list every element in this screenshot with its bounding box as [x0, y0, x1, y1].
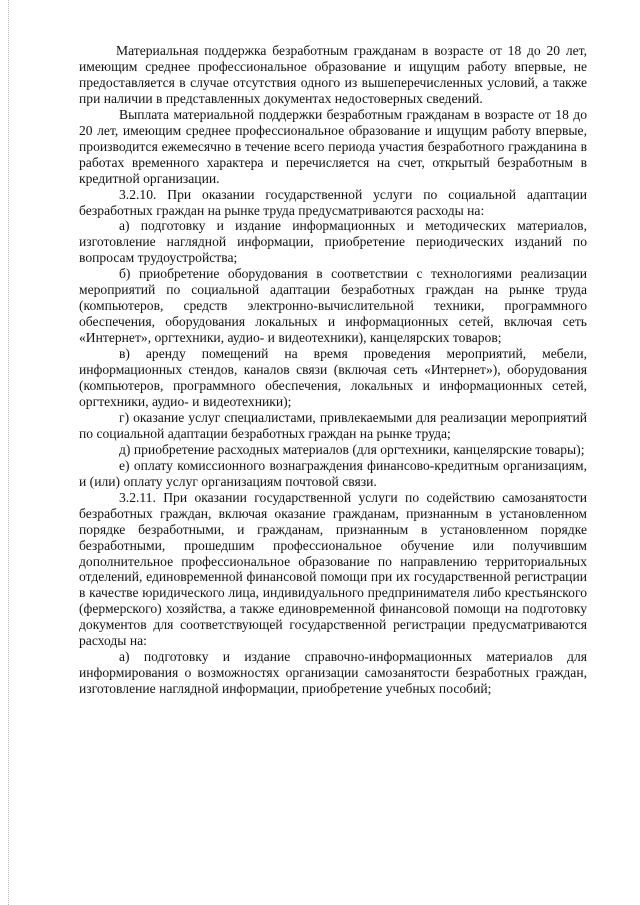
- document-body: [79, 43, 587, 697]
- paragraph-3-2-11: 3.2.11. При оказании государственной услуги по содействию самозанятости безработных граждан, включая оказание гражданам, признанным в установленном порядке безработными, и гражданам, признанным в установленном порядке безработными, прошедшим профессиональное обучение или получившим дополнительное профессиональное образование по направлению территориальных отделений, единовременной финансовой помощи при их государственной регистрации в качестве юридического лица, индивидуального предпринимателя либо крестьянского (фермерского) хозяйства, а также единовременной финансовой помощи на подготовку документов для соответствующей государственной регистрации предусматриваются расходы на:: [79, 489, 587, 649]
- paragraph-3-2-10: 3.2.10. При оказании государственной услуги по социальной адаптации безработных граждан на рынке труда предусматриваются расходы на:: [79, 186, 587, 218]
- paragraph-3-2-10-a: а) подготовку и издание информационных и методических материалов, изготовление наглядной информации, приобретение периодических изданий по вопросам трудоустройства;: [79, 218, 587, 266]
- paragraph-3-2-10-g: г) оказание услуг специалистами, привлекаемыми для реализации мероприятий по социальной адаптации безработных граждан на рынке труда;: [79, 409, 587, 441]
- paragraph-3-2-11-a: а) подготовку и издание справочно-информационных материалов для информирования о возможностях организации самозанятости безработных граждан, изготовление наглядной информации, приобретение учебных пособий;: [79, 649, 587, 697]
- paragraph-3-2-10-b: б) приобретение оборудования в соответствии с технологиями реализации мероприятий по социальной адаптации безработных граждан на рынке труда (компьютеров, средств электронно-вычислительной техники, программного обеспечения, оборудования локальных и информационных сетей, включая сеть «Интернет», оргтехники, аудио- и видеотехники), канцелярских товаров;: [79, 266, 587, 346]
- paragraph-support-not-provided: Материальная поддержка безработным гражданам в возрасте от 18 до 20 лет, имеющим среднее профессиональное образование и ищущим работу впервые, не предоставляется в случае отсутствия одного из вышеперечисленных условий, а также при наличии в представленных документах недостоверных сведений.: [79, 43, 587, 106]
- paragraph-3-2-10-d: д) приобретение расходных материалов (для оргтехники, канцелярские товары);: [119, 441, 585, 457]
- scan-edge-line: [8, 0, 9, 905]
- paragraph-support-payment: Выплата материальной поддержки безработным гражданам в возрасте от 18 до 20 лет, имеющим среднее профессиональное образование и ищущим работу впервые, производится ежемесячно в течение всего периода участия безработного гражданина в работах временного характера и перечисляется на счет, открытый безработным в кредитной организации.: [79, 106, 587, 186]
- paragraph-3-2-10-e: е) оплату комиссионного вознаграждения финансово-кредитным организациям, и (или) оплату услуг организациям почтовой связи.: [79, 457, 587, 489]
- paragraph-3-2-10-v: в) аренду помещений на время проведения мероприятий, мебели, информационных стендов, каналов связи (включая сеть «Интернет»), оборудования (компьютеров, программного обеспечения, локальных и информационных сетей, оргтехники, аудио- и видеотехники);: [79, 346, 587, 409]
